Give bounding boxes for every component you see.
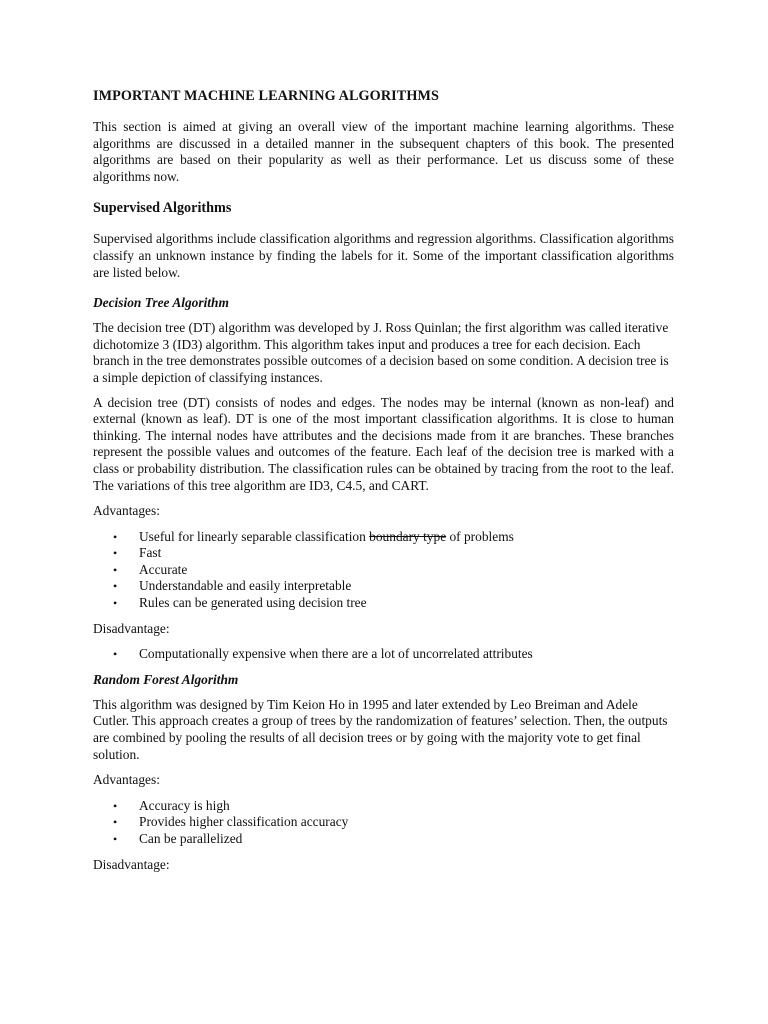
bullet-icon: • xyxy=(113,579,118,594)
advantage-text: Fast xyxy=(139,545,162,561)
advantage-text: Accurate xyxy=(139,561,188,577)
random-forest-paragraph: This algorithm was designed by Tim Keion Ho in 1995 and later extended by Leo Breiman and Adele Cutler. This approach creates a group of trees by the randomization of features’ selection. Then, the outputs are combined by pooling the results of all decision trees or by going with the majority vote to get final solution. xyxy=(93,696,668,762)
bullet-icon: • xyxy=(113,815,118,830)
rf-advantages-label: Advantages: xyxy=(93,772,160,788)
advantage-text: Provides higher classification accuracy xyxy=(139,814,349,830)
intro-paragraph: This section is aimed at giving an overall view of the important machine learning algorithms. These algorithms are discussed in a detailed manner in the subsequent chapters of this book. The presented algorithms are based on their popularity as well as their performance. Let us discuss some of these algorithms now. xyxy=(93,119,674,184)
advantage-text-before: Useful for linearly separable classification xyxy=(139,528,370,544)
list-item xyxy=(93,814,674,831)
disadvantage-text: Computationally expensive when there are a lot of uncorrelated attributes xyxy=(139,646,533,662)
dt-disadvantages-list xyxy=(93,646,674,663)
bullet-icon: • xyxy=(113,529,118,544)
advantage-text: Can be parallelized xyxy=(139,831,243,846)
dt-advantages-label: Advantages: xyxy=(93,503,160,519)
decision-tree-paragraph-2: A decision tree (DT) consists of nodes and edges. The nodes may be internal (known as non-leaf) and external (known as leaf). DT is one of the most important classification algorithms. It is close to human thinking. The internal nodes have attributes and the decisions made from it are branches. These branches represent the possible values and outcomes of the feature. Each leaf of the decision tree is marked with a class or probability distribution. The classification rules can be obtained by tracing from the root to the leaf. The variations of this tree algorithm are ID3, C4.5, and CART. xyxy=(93,394,674,493)
advantage-text: Understandable and easily interpretable xyxy=(139,578,352,594)
bullet-icon: • xyxy=(113,546,118,561)
rf-disadvantage-label: Disadvantage: xyxy=(93,856,170,872)
rf-advantages-list xyxy=(93,798,674,848)
struck-text: boundary type xyxy=(369,528,447,544)
dt-disadvantage-label: Disadvantage: xyxy=(93,620,170,636)
bullet-icon: • xyxy=(113,832,118,846)
list-item xyxy=(93,646,674,663)
advantage-text: Rules can be generated using decision tree xyxy=(139,595,367,611)
dt-advantages-list xyxy=(93,529,674,612)
document-title: IMPORTANT MACHINE LEARNING ALGORITHMS xyxy=(93,88,439,104)
random-forest-heading: Random Forest Algorithm xyxy=(93,671,239,687)
decision-tree-heading: Decision Tree Algorithm xyxy=(93,295,229,311)
list-item xyxy=(93,545,674,562)
list-item xyxy=(93,578,674,595)
supervised-heading: Supervised Algorithms xyxy=(93,200,232,217)
bullet-icon: • xyxy=(113,647,118,662)
advantage-text: Accuracy is high xyxy=(139,797,230,813)
document-page xyxy=(93,87,674,882)
list-item xyxy=(93,831,674,848)
list-item xyxy=(93,798,674,815)
bullet-icon: • xyxy=(113,562,118,577)
advantage-text-after: of problems xyxy=(446,528,514,544)
decision-tree-paragraph-1: The decision tree (DT) algorithm was developed by J. Ross Quinlan; the first algorithm was called iterative dichotomize 3 (ID3) algorithm. This algorithm takes input and produces a tree for each decision. Each branch in the tree demonstrates possible outcomes of a decision based on some condition. A decision tree is a simple depiction of classifying instances. xyxy=(93,320,669,385)
bullet-icon: • xyxy=(113,596,118,611)
list-item xyxy=(93,529,674,546)
bullet-icon: • xyxy=(113,798,118,813)
supervised-paragraph: Supervised algorithms include classification algorithms and regression algorithms. Classification algorithms classify an unknown instance by finding the labels for it. Some of the important classification algorithms are listed below. xyxy=(93,231,674,280)
list-item xyxy=(93,595,674,612)
list-item xyxy=(93,562,674,579)
